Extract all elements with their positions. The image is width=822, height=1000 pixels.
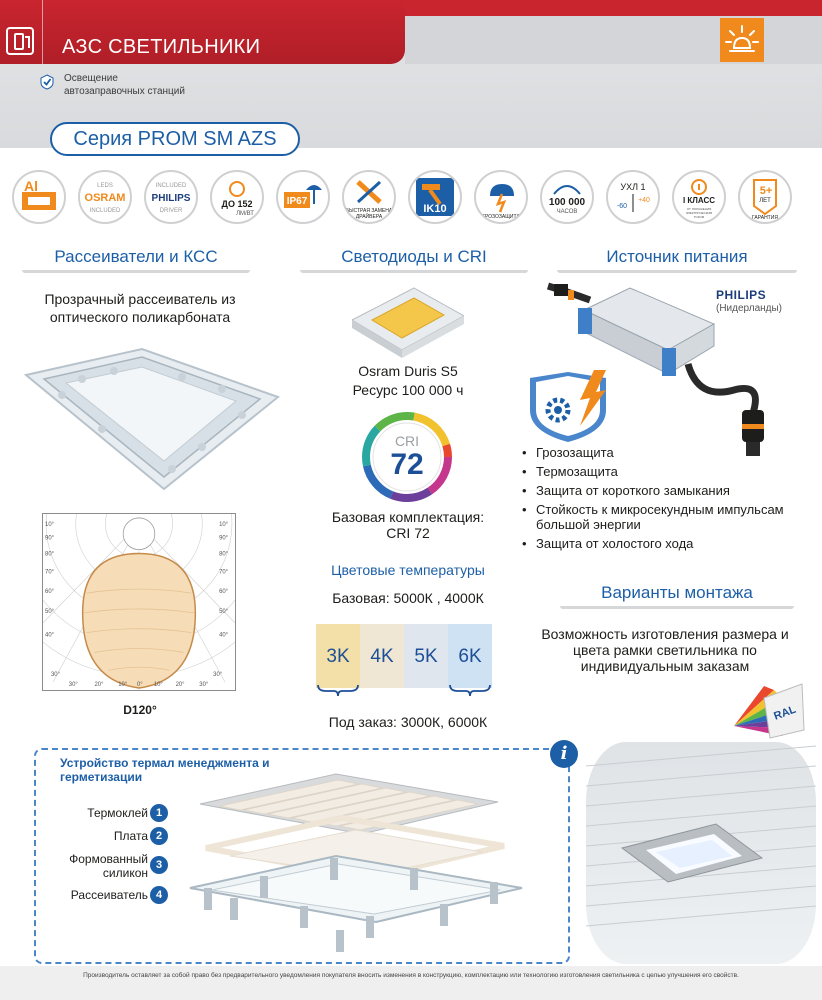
polar-label: D120°: [123, 703, 157, 717]
svg-text:30°: 30°: [68, 682, 78, 689]
lifetime-icon: [540, 170, 594, 224]
led-resource: Ресурс 100 000 ч: [352, 382, 464, 398]
svg-text:CRI: CRI: [394, 433, 420, 449]
color-temp-base: Базовая: 5000К , 4000К: [332, 590, 484, 606]
warranty-icon: [738, 170, 792, 224]
svg-text:10°: 10°: [153, 682, 163, 689]
svg-text:5+: 5+: [759, 185, 773, 197]
efficacy-icon: [210, 170, 264, 224]
svg-text:70°: 70°: [219, 569, 229, 576]
aluminum-profile-icon: [12, 170, 66, 224]
protection-shield-icon: [524, 370, 614, 444]
ik10-icon: [408, 170, 462, 224]
svg-text:ДО 152: ДО 152: [221, 199, 253, 209]
protection-item: • Термозащита: [522, 464, 812, 479]
svg-text:70°: 70°: [45, 569, 55, 576]
temp-cell-4k: 4K: [360, 624, 404, 688]
svg-text:10°: 10°: [219, 521, 229, 528]
color-temp-title: Цветовые температуры: [331, 562, 485, 578]
diffusers-title: Рассеиватели и КСС: [22, 243, 250, 273]
protection-item: • Защита от короткого замыкания: [522, 483, 812, 498]
ral-color-fan-icon: [728, 680, 806, 744]
svg-text:IK10: IK10: [423, 203, 447, 215]
layer-label-4: Рассеиватель: [70, 888, 148, 902]
svg-text:ЛМ/ВТ: ЛМ/ВТ: [236, 211, 254, 217]
svg-text:10°: 10°: [118, 682, 128, 689]
gas-station-icon: [6, 27, 34, 55]
svg-text:50°: 50°: [45, 608, 55, 615]
svg-text:50°: 50°: [219, 608, 229, 615]
layer-number-4: 4: [150, 886, 168, 904]
temp-cell-3k: 3K: [316, 624, 360, 688]
power-title: Источник питания: [557, 243, 797, 273]
svg-text:ДРАЙВЕРА: ДРАЙВЕРА: [355, 214, 383, 220]
temp-cell-5k: 5K: [404, 624, 448, 688]
bracket-3k: [316, 683, 360, 697]
svg-text:PHILIPS: PHILIPS: [151, 193, 191, 204]
philips-driver-icon: [144, 170, 198, 224]
banner-divider: [42, 0, 43, 64]
diffuser-image: [22, 345, 282, 493]
color-temp-order: Под заказ: 3000К, 6000К: [328, 714, 488, 730]
svg-text:RAL: RAL: [772, 703, 798, 723]
surge-protection-icon: [474, 170, 528, 224]
protection-class-icon: [672, 170, 726, 224]
bracket-6k: [448, 683, 492, 697]
svg-text:100 000: 100 000: [548, 197, 586, 208]
svg-text:30°: 30°: [51, 672, 60, 679]
lamp-icon: [720, 18, 764, 62]
mounting-description: Возможность изготовления размера и цвета рамки светильника по индивидуальным заказам: [541, 626, 789, 674]
svg-text:20°: 20°: [175, 682, 185, 689]
svg-text:ТОКОМ: ТОКОМ: [693, 215, 705, 219]
color-temp-strip: [316, 624, 494, 688]
base-kit-cri: CRI 72: [386, 525, 430, 541]
thermal-title: Устройство термал менеджмента и герметизации: [60, 756, 270, 784]
layer-label-1: Термоклей: [87, 806, 148, 820]
leds-title: Светодиоды и CRI: [300, 243, 528, 273]
svg-text:90°: 90°: [219, 535, 229, 542]
svg-text:60°: 60°: [45, 589, 55, 596]
svg-text:ЛЕТ: ЛЕТ: [759, 198, 771, 204]
footer-disclaimer: Производитель оставляет за собой право без предварительного уведомления покупателя вносить изменения в конструкцию, комплектацию или технологию изготовления светильника с целью улучшения его свойств.: [0, 966, 822, 1000]
diffuser-description: Прозрачный рассеиватель из оптического поликарбоната: [44, 291, 236, 325]
svg-text:30°: 30°: [199, 682, 209, 689]
feature-badges: [12, 170, 812, 222]
svg-text:DRIVER: DRIVER: [159, 208, 183, 214]
protection-item: • Грозозащита: [522, 445, 812, 460]
layer-number-1: 1: [150, 804, 168, 822]
svg-text:ЭЛЕКТРИЧЕСКИМ: ЭЛЕКТРИЧЕСКИМ: [685, 211, 713, 215]
led-chip-image: [352, 280, 464, 358]
svg-text:90°: 90°: [45, 535, 55, 542]
info-icon[interactable]: i: [550, 740, 578, 768]
svg-text:0°: 0°: [137, 682, 143, 689]
osram-leds-icon: [78, 170, 132, 224]
svg-text:ГРОЗОЗАЩИТА: ГРОЗОЗАЩИТА: [482, 214, 520, 220]
led-model: [318, 362, 498, 400]
svg-text:60°: 60°: [219, 589, 229, 596]
svg-text:+40: +40: [638, 197, 650, 204]
climate-icon: [606, 170, 660, 224]
svg-text:30°: 30°: [213, 672, 223, 679]
svg-text:-60: -60: [616, 203, 628, 210]
cri-badge: [362, 412, 452, 502]
title-banner: [0, 0, 405, 64]
svg-text:I КЛАСС: I КЛАСС: [682, 196, 716, 205]
svg-text:40°: 40°: [45, 632, 55, 639]
layer-label-3: Формованный силикон: [69, 852, 148, 880]
protection-item: • Защита от холостого хода: [522, 536, 812, 551]
svg-text:ЧАСОВ: ЧАСОВ: [556, 209, 578, 215]
led-model-name: Osram Duris S5: [358, 363, 458, 379]
svg-text:72: 72: [390, 448, 424, 481]
layer-number-2: 2: [150, 827, 168, 845]
svg-text:80°: 80°: [219, 551, 229, 558]
mounting-title: Варианты монтажа: [560, 579, 794, 609]
svg-text:INCLUDED: INCLUDED: [155, 183, 187, 189]
svg-text:БЫСТРАЯ ЗАМЕНА: БЫСТРАЯ ЗАМЕНА: [345, 208, 393, 214]
temp-cell-6k: 6K: [448, 624, 492, 688]
ceiling-mount-photo: [586, 742, 816, 964]
svg-text:IP67: IP67: [286, 196, 308, 207]
svg-text:УХЛ 1: УХЛ 1: [620, 182, 646, 192]
layer-label-2: Плата: [113, 829, 148, 843]
quick-driver-replace-icon: [342, 170, 396, 224]
svg-text:INCLUDED: INCLUDED: [89, 208, 121, 214]
svg-text:ОТ ПОРАЖЕНИЯ: ОТ ПОРАЖЕНИЯ: [686, 207, 712, 211]
philips-logo: PHILIPS: [716, 288, 767, 302]
banner-tail: [405, 0, 822, 16]
svg-text:ГАРАНТИЯ: ГАРАНТИЯ: [752, 215, 778, 221]
philips-country: (Нидерланды): [715, 303, 783, 314]
protection-list: [522, 445, 812, 555]
svg-text:40°: 40°: [219, 632, 229, 639]
svg-text:80°: 80°: [45, 551, 55, 558]
purpose-text: Освещение автозаправочных станций: [64, 73, 185, 97]
svg-text:10°: 10°: [45, 521, 55, 528]
polar-diagram: [42, 513, 236, 691]
layer-number-3: 3: [150, 856, 168, 874]
protection-item: • Стойкость к микросекундным импульсам большой энергии: [522, 502, 812, 532]
svg-text:Al: Al: [24, 178, 38, 194]
svg-text:20°: 20°: [94, 682, 104, 689]
base-kit-label: Базовая комплектация:: [331, 509, 485, 525]
ip67-icon: [276, 170, 330, 224]
layers-exploded-image: [160, 760, 560, 960]
svg-text:OSRAM: OSRAM: [84, 192, 126, 204]
checkmark-icon: [40, 74, 54, 90]
series-title: Серия PROM SM AZS: [50, 122, 300, 156]
base-kit: [318, 509, 498, 541]
page-title: АЗС СВЕТИЛЬНИКИ: [62, 36, 261, 58]
svg-text:LEDS: LEDS: [97, 183, 113, 189]
